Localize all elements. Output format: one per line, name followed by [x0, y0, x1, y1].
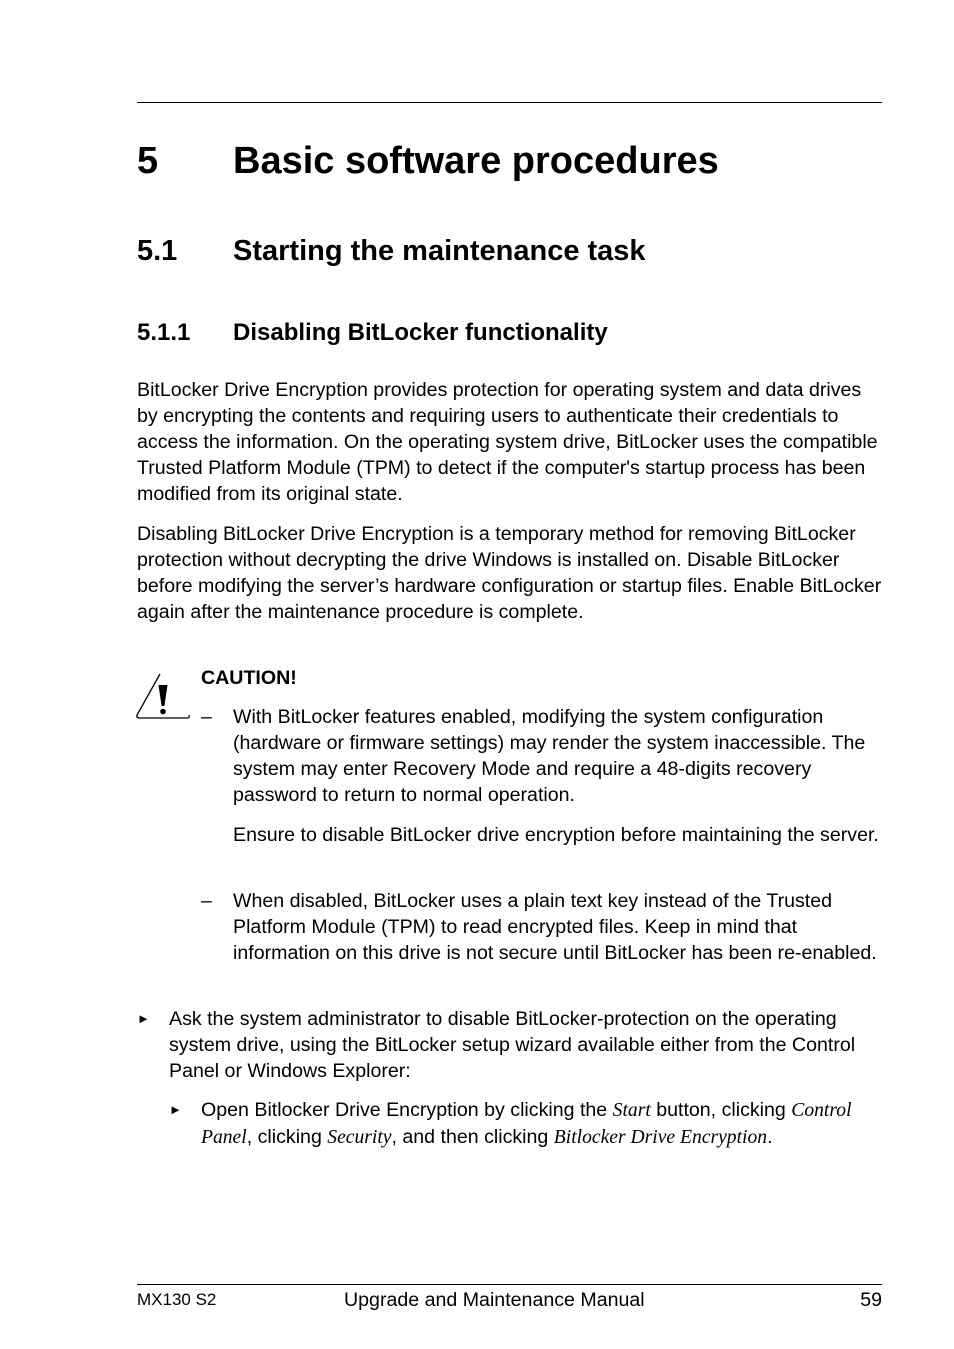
chapter-number: 5 [137, 140, 159, 182]
step-main-text: Ask the system administrator to disable BitLocker-protection on the operating system drive, using the BitLocker setup wizard available either from the Control Panel or Windows Explorer: [169, 1008, 856, 1082]
caution-note: Ensure to disable BitLocker drive encryption before maintaining the server. [233, 824, 879, 846]
dash-mark: – [201, 706, 212, 728]
subsection-title: Disabling BitLocker functionality [233, 319, 608, 346]
text: button, clicking [650, 1099, 792, 1121]
caution-title: CAUTION! [201, 667, 297, 689]
caution-item-2 [201, 888, 891, 992]
subsection-number: 5.1.1 [137, 319, 191, 346]
subsection-heading [137, 319, 887, 347]
caution-icon [133, 669, 193, 721]
footer-model: MX130 S2 [137, 1290, 217, 1309]
caution-item-text: With BitLocker features enabled, modifying the system configuration (hardware or firmware settings) may render the system inaccessible. The system may enter Recovery Mode and require a 48-digits recovery password to return to normal operation. [233, 706, 866, 806]
section-heading [137, 234, 887, 268]
ui-start: Start [612, 1100, 651, 1121]
step-sub [169, 1097, 889, 1177]
footer-rule [137, 1284, 882, 1285]
ui-control-panel: Control Panel [201, 1100, 852, 1148]
arrow-bullet-icon: ► [137, 1011, 150, 1026]
footer-page-number: 59 [860, 1289, 882, 1311]
arrow-bullet-icon: ► [169, 1102, 182, 1117]
step-main [137, 1006, 887, 1084]
caution-item-1 [201, 704, 891, 808]
chapter-heading [137, 139, 887, 183]
step-sub-text [201, 1097, 861, 1151]
text: . [767, 1126, 773, 1148]
header-rule [137, 102, 882, 103]
section-number: 5.1 [137, 235, 178, 267]
ui-bitlocker-drive-encryption: Bitlocker Drive Encryption [553, 1127, 768, 1148]
paragraph-disabling: Disabling BitLocker Drive Encryption is a temporary method for removing BitLocker protection without decrypting the drive Windows is installed on. Disable BitLocker before modifying the server’s hardware configuration or startup files. Enable BitLocker again after the maintenance procedure is complete. [137, 523, 882, 623]
section-title: Starting the maintenance task [233, 235, 646, 267]
paragraph-intro: BitLocker Drive Encryption provides protection for operating system and data drives by encrypting the contents and requiring users to authenticate their credentials to access the information. On the operating system drive, BitLocker uses the compatible Trusted Platform Module (TPM) to detect if the computer's startup process has been modified from its original state. [137, 379, 878, 505]
text: Open Bitlocker Drive Encryption by clicking the [201, 1099, 613, 1121]
dash-mark: – [201, 890, 212, 912]
ui-security: Security [327, 1127, 392, 1148]
text: , clicking [246, 1126, 328, 1148]
text: , and then clicking [391, 1126, 554, 1148]
caution-item-text: When disabled, BitLocker uses a plain text key instead of the Trusted Platform Module (TPM) to read encrypted files. Keep in mind that information on this drive is not secure until BitLocker has been re-enabled. [233, 890, 877, 964]
footer-title: Upgrade and Maintenance Manual [344, 1289, 645, 1311]
chapter-title: Basic software procedures [233, 140, 719, 182]
